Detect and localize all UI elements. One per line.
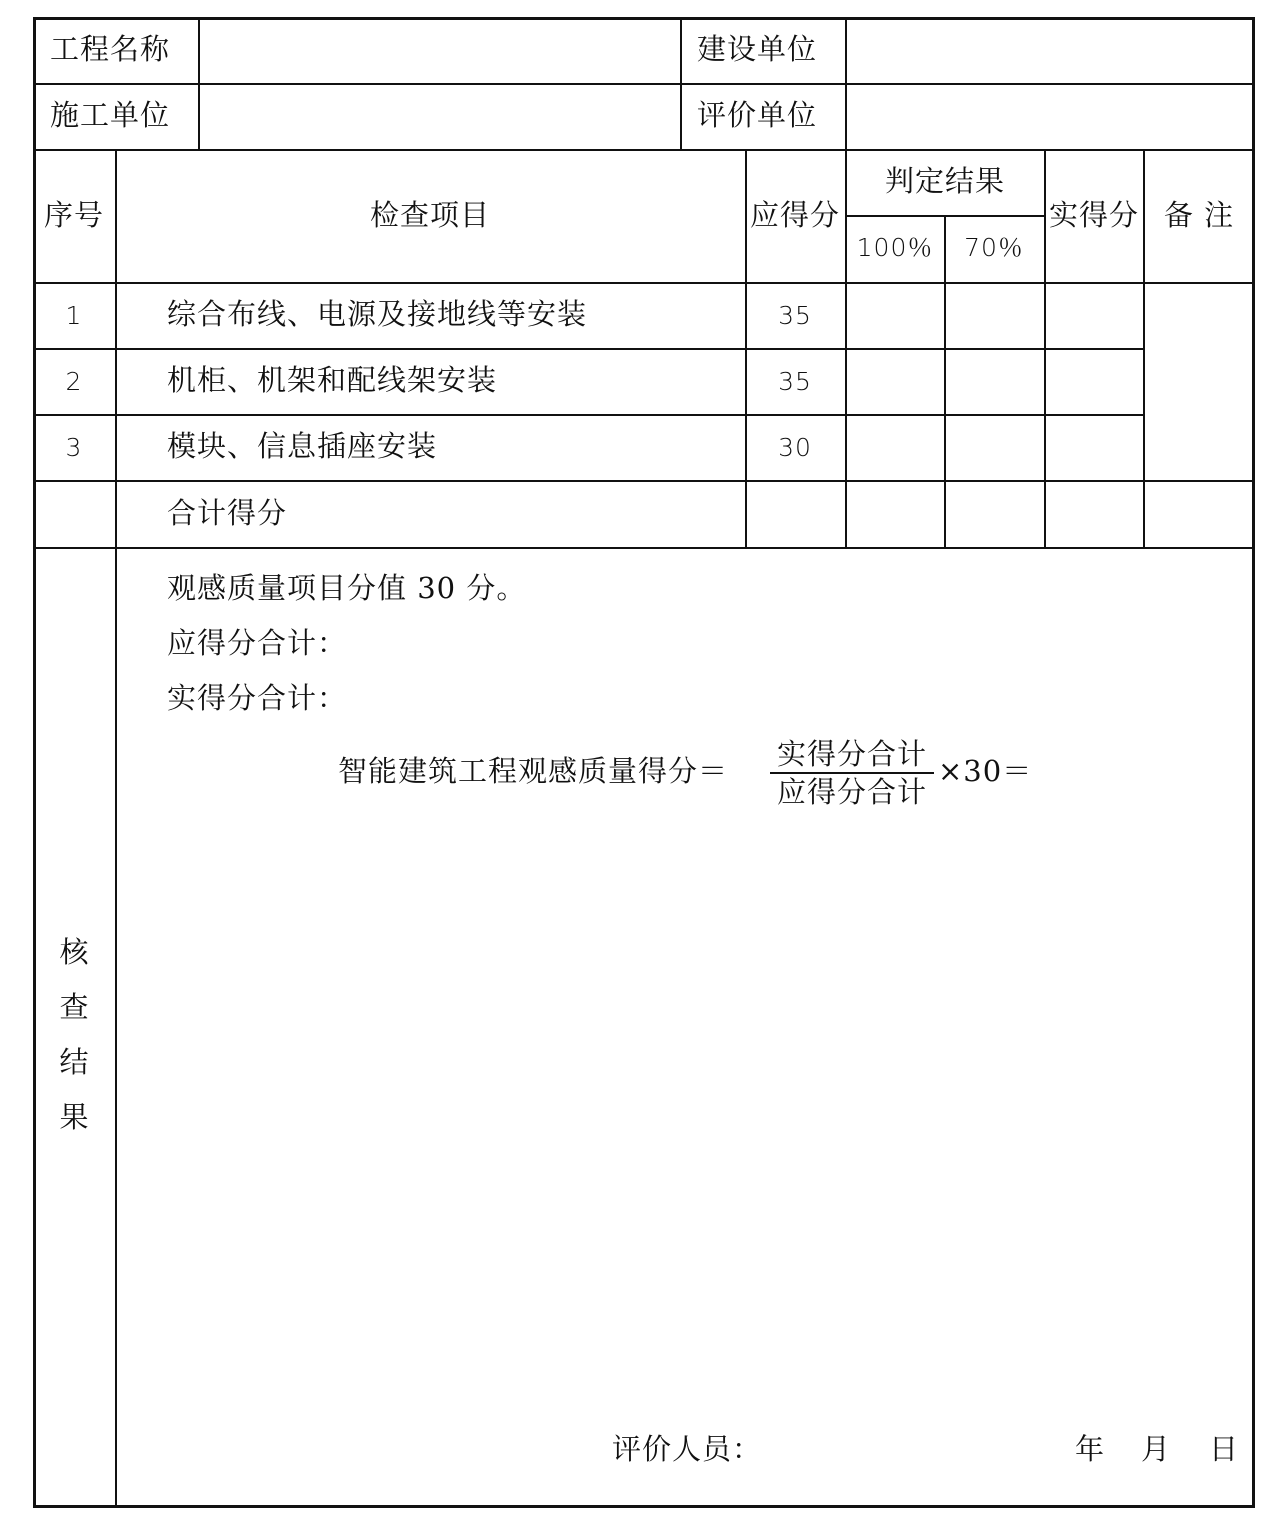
column-judgement: 判定结果 xyxy=(884,164,1006,198)
review-expected-total: 应得分合计： xyxy=(167,626,348,660)
formula-numerator: 实得分合计 xyxy=(776,737,927,771)
rule xyxy=(680,17,682,150)
evaluator-person-label: 评价人员： xyxy=(612,1432,763,1466)
column-remarks: 备 注 xyxy=(1163,198,1235,232)
review-label: 核查结果 xyxy=(59,935,89,1134)
rule xyxy=(33,348,1144,350)
builder-label: 建设单位 xyxy=(697,32,818,66)
column-pct-70: 70％ xyxy=(964,233,1024,262)
review-actual-total: 实得分合计： xyxy=(167,681,348,715)
row-index: 2 xyxy=(65,367,83,396)
column-index: 序号 xyxy=(43,198,105,232)
rule xyxy=(33,282,1255,284)
formula-prefix: 智能建筑工程观感质量得分＝ xyxy=(338,754,729,788)
rule xyxy=(944,215,946,548)
row-expected-score: 35 xyxy=(778,301,812,330)
rule xyxy=(33,414,1144,416)
row-item: 机柜、机架和配线架安装 xyxy=(167,363,498,397)
rule xyxy=(33,547,1255,549)
row-expected-score: 35 xyxy=(778,367,812,396)
column-item: 检查项目 xyxy=(369,198,491,232)
row-index: 3 xyxy=(65,433,83,462)
rule xyxy=(845,17,847,548)
rule xyxy=(1044,149,1046,548)
column-expected-score: 应得分 xyxy=(749,198,841,232)
rule xyxy=(1143,149,1145,548)
date-month: 月 xyxy=(1141,1432,1172,1466)
formula-suffix: ×30＝ xyxy=(938,754,1033,788)
date-year: 年 xyxy=(1075,1432,1106,1466)
constructor-label: 施工单位 xyxy=(50,98,171,132)
column-pct-100: 100％ xyxy=(856,233,934,262)
rule xyxy=(198,17,200,150)
formula-fraction xyxy=(770,738,934,808)
row-item: 模块、信息插座安装 xyxy=(167,429,438,463)
date-day: 日 xyxy=(1209,1432,1240,1466)
rule xyxy=(33,149,1255,151)
project-name-label: 工程名称 xyxy=(50,32,171,66)
formula-denominator: 应得分合计 xyxy=(776,775,927,809)
evaluator-unit-label: 评价单位 xyxy=(697,98,818,132)
column-actual-score: 实得分 xyxy=(1048,198,1140,232)
row-expected-score: 30 xyxy=(778,433,812,462)
rule xyxy=(745,149,747,548)
total-label: 合计得分 xyxy=(167,496,288,530)
fraction-bar xyxy=(770,772,934,774)
row-index: 1 xyxy=(65,301,83,330)
row-item: 综合布线、电源及接地线等安装 xyxy=(167,297,588,331)
rule xyxy=(115,149,117,1508)
review-score-note: 观感质量项目分值 30 分。 xyxy=(167,571,527,605)
rule xyxy=(33,480,1255,482)
rule xyxy=(33,83,1255,85)
